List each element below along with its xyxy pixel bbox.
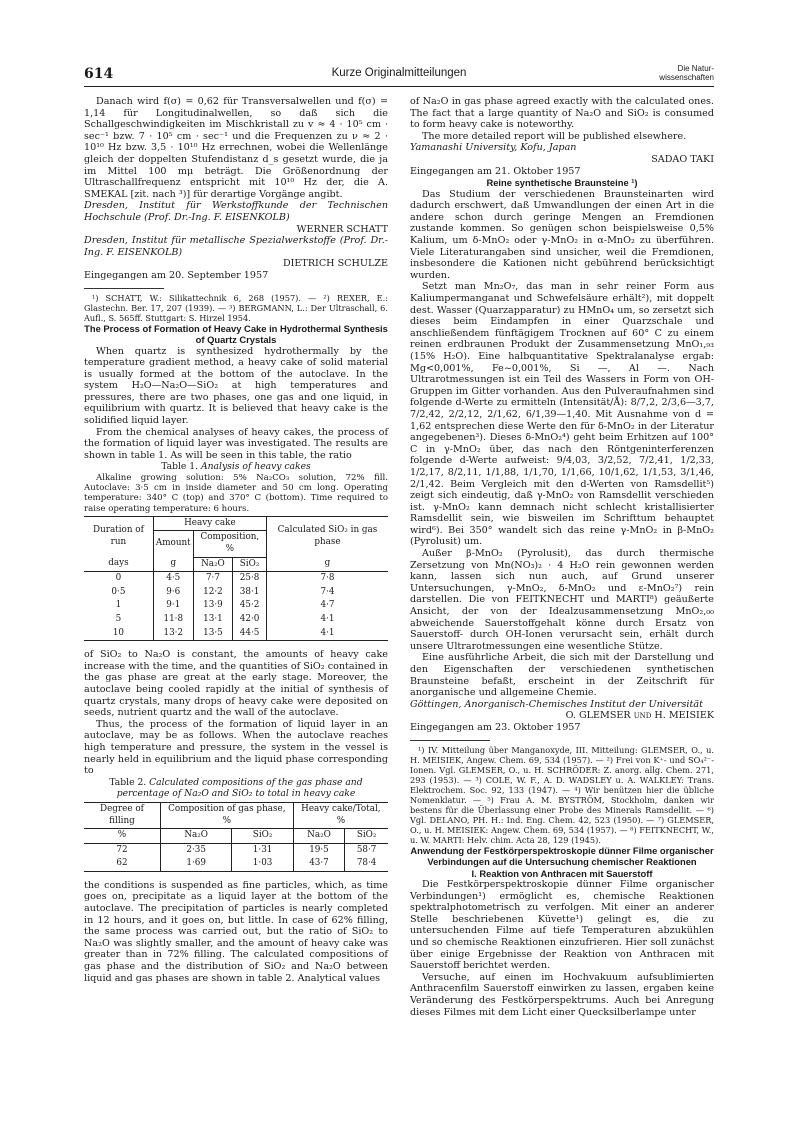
cell-calc: 4·1: [266, 613, 388, 627]
body-paragraph: The more detailed report will be published elsewhere.: [422, 130, 687, 142]
body-paragraph: of SiO₂ to Na₂O is constant, the amounts of heavy cake increase with the time, and the quantities of SiO₂ contained in the gas phase are great at the early stage. Moreover, the autoclave being cooled rapidly at the initial of synthesis of quartz crystals, many drops of heavy cake were deposited on seeds, nutrient quartz and the wall of the autoclave.: [84, 649, 388, 719]
cell-heavy-na2o: 19·5: [293, 843, 344, 857]
footnotes-2: ¹) IV. Mitteilung über Manganoxyde, III. Mitteilung: GLEMSER, O., u. H. MEISIEK, Angew. Chem. 69, 534 (1957). — ²) Frei von K⁺- und SO₄²⁻-Ionen. Vgl. GLEMSER, O., u. H. SCHRÖDER: Z. anorg. allg. Chem. 271, 293 (1953). — ³) COLE, W. F., A. D. WADSLEY u. A. WALKLEY: Trans. Elektrochem. Soc. 92, 133 (1947). — ⁴) Wir benützen hier die übliche Nomenklatur. — ⁵) Frau A. M. BYSTRÖM, Stockholm, danken wir bestens für die Überlassung einer Probe des Minerals Ramsdellit. — ⁶) Vgl. DELANO, PH. H.: Ind. Eng. Chem. 42, 523 (1950). — ⁷) GLEMSER, O., u. H. MEISIEK: Angew. Chem. 69, 534 (1957). — ⁸) FEITKNECHT, W., u. W. MARTI: Helv. chim. Acta 28, 129 (1945).: [410, 744, 714, 845]
right-column: [410, 96, 714, 1018]
body-paragraph: Thus, the process of the formation of liquid layer in an autoclave, may be as follows. When the autoclave reaches high temperature and pressure, the system in the vessel is nearly held in equilibrium and the liquid phase corresponding to: [84, 718, 388, 777]
cell-na2o: 12·2: [193, 586, 232, 600]
footnote-rule: [410, 740, 490, 741]
author-2: DIETRICH SCHULZE: [282, 258, 388, 270]
table1: [84, 516, 388, 641]
cell-gas-sio2: 1·03: [232, 857, 293, 871]
cell-amount: 9·6: [153, 586, 193, 600]
cell-na2o: 7·7: [193, 572, 232, 586]
cell-sio2: 44·5: [233, 627, 267, 641]
footnote-rule: [84, 288, 164, 289]
received-date-1: Eingegangen am 20. September 1957: [84, 269, 269, 281]
table-row: [84, 586, 388, 600]
body-paragraph: When quartz is synthesized hydrothermally by the temperature gradient method, a heavy cake of solid material is usually formed at the bottom of the autoclave. In the system H₂O—Na₂O—SiO₂ at high temperatures and pressures, there are two phases, one gas and one liquid, in equilibrium with quartz. It is believed that heavy cake is the solidified liquid layer.: [84, 345, 388, 427]
table2-header-gas: Composition of gas phase, %: [160, 802, 293, 828]
cell-na2o: 13·5: [193, 627, 232, 641]
journal-name-line1: Die Natur-: [677, 64, 714, 73]
cell-duration: 0·5: [111, 586, 126, 597]
cell-na2o: 13·9: [193, 599, 232, 613]
body-paragraph: Versuche, auf einen im Hochvakuum aufsublimierten Anthracenfilm Sauerstoff einwirken zu lassen, ergaben keine Veränderung des Festkörperspektrums. Auch bei Anregung dieses Filmes mit dem Licht einer Quecksilberlampe unter: [410, 971, 714, 1018]
table1-unit-g: g: [153, 557, 193, 572]
table-row: [84, 599, 388, 613]
table2-unit-na2o-heavy: Na₂O: [293, 829, 344, 844]
article-subtitle: I. Reaktion von Anthracen mit Sauerstoff: [471, 867, 653, 879]
table1-header-duration: Duration of run: [84, 516, 153, 557]
table1-header-amount: Amount: [153, 531, 193, 557]
body-paragraph: Das Studium der verschiedenen Braunsteinarten wird dadurch erschwert, daß Umwandlungen der einen Art in die andere schon durch geringe Mengen an Fremdionen zustande kommen. So genügen schon beispielsweise 0,5% Kalium, um δ-MnO₂ oder γ-MnO₂ in α-MnO₂ zu überführen. Viele Literaturangaben sind unsicher, weil die Fremdionen, insbesondere die Kationen nicht gebührend berücksichtigt wurden.: [410, 188, 714, 281]
table2: [84, 802, 388, 872]
cell-gas-sio2: 1·31: [232, 843, 293, 857]
article-title-heavy-cake: The Process of Formation of Heavy Cake in Hydrothermal Synthesis of Quartz Crystals: [84, 322, 388, 345]
cell-gas-na2o: 1·69: [160, 857, 232, 871]
cell-sio2: 45·2: [233, 599, 267, 613]
received-date-2: Eingegangen am 21. Oktober 1957: [410, 165, 581, 177]
author-3: SADAO TAKI: [651, 153, 714, 165]
page-header: [84, 62, 714, 92]
cell-calc: 4·1: [266, 627, 388, 641]
table-row: [84, 843, 388, 857]
table1-unit-sio2: SiO₂: [233, 557, 267, 572]
table1-caption: [84, 461, 388, 473]
cell-duration: 10: [84, 627, 153, 641]
author-1: WERNER SCHATT: [296, 223, 388, 235]
cell-calc: 4·7: [266, 599, 388, 613]
table1-header-heavy-cake: Heavy cake: [153, 516, 266, 531]
cell-amount: 4·5: [153, 572, 193, 586]
body-paragraph: From the chemical analyses of heavy cakes, the process of the formation of liquid layer was investigated. The results are shown in table 1. As will be seen in this table, the ratio: [84, 426, 388, 461]
intro-paragraph: Danach wird f(σ) = 0,62 für Transversalwellen und f(σ) = 1,14 für Longitudinalwellen, so daß sich die Schallgeschwindigkeiten im Mischkristall zu v ≈ 4 · 10⁵ cm · sec⁻¹ bzw. 7 · 10⁵ cm · sec⁻¹ und die Frequenzen zu ν ≈ 2 · 10¹⁰ Hz bzw. 3,5 · 10¹⁰ Hz errechnen, wobei die Wellenlänge gleich der doppelten Stufendistanz d_s gesetzt wurde, die ja im Mittel 100 mμ beträgt. Die Größenordnung der Ultraschallfrequenz entspricht mit 10¹⁰ Hz der, die A. SMEKAL [zit. nach ³)] für derartige Vorgänge angibt.: [84, 96, 388, 200]
table-row: [84, 857, 388, 871]
cell-gas-na2o: 2·35: [160, 843, 232, 857]
body-paragraph: of Na₂O in gas phase agreed exactly with the calculated ones. The fact that a large quantity of Na₂O and SiO₂ is consumed to form heavy cake is noteworthy.: [410, 96, 714, 131]
table-row: [84, 572, 388, 586]
received-date-3: Eingegangen am 23. Oktober 1957: [410, 721, 581, 733]
table2-unit-na2o-gas: Na₂O: [160, 829, 232, 844]
affiliation-4: Göttingen, Anorganisch-Chemisches Institut der Universität: [410, 698, 703, 710]
body-paragraph: Eine ausführliche Arbeit, die sich mit der Darstellung und den Eigenschaften der verschiedenen synthetischen Braunsteine befaßt, erscheint in der Zeitschrift für anorganische und allgemeine Chemie.: [410, 652, 714, 699]
table1-note: Alkaline growing solution: 5% Na₂CO₃ solution, 72% fill. Autoclave: 3·5 cm in inside diameter and 50 cm long. Operating temperature: 340° C (top) and 370° C (bottom). Time required to raise operating temperature: 6 hours.: [84, 473, 388, 514]
body-paragraph: Außer β-MnO₂ (Pyrolusit), das durch thermische Zersetzung von Mn(NO₃)₂ · 4 H₂O rein gewonnen werden kann, lassen sich nun auch, auf Grund unserer Untersuchungen, γ-MnO₂, δ-MnO₂ und ε-MnO₂⁷) rein darstellen. Die von FEITKNECHT und MARTI⁸) geäußerte Ansicht, der von der Idealzusammensetzung MnO₂,₀₀ abweichende Sauerstoffgehalt könne durch Ersatz von Sauerstoff- durch OH-Ionen verursacht sein, erhält durch unsere Ultrarotmessungen eine wesentliche Stütze.: [410, 548, 714, 652]
cell-degree: 72: [116, 844, 128, 855]
table2-header-degree: Degree of filling: [84, 802, 160, 828]
cell-calc: 7·4: [266, 586, 388, 600]
author-4: O. GLEMSER und H. MEISIEK: [565, 710, 714, 722]
cell-amount: 11·8: [153, 613, 193, 627]
cell-sio2: 38·1: [233, 586, 267, 600]
cell-duration: 1: [115, 600, 122, 611]
body-paragraph: Die Festkörperspektroskopie dünner Filme organischer Verbindungen¹) ermöglicht es, chemische Reaktionen spektralphotometrisch zu verfolgen. Mit einer an anderer Stelle beschriebenen Küvette¹) gelingt es, die zu untersuchenden Filme auf tiefe Temperaturen abzukühlen und so chemische Reaktionen einzufrieren. Hier soll zunächst über einige Ergebnisse der Reaktion von Anthracen mit Sauerstoff berichtet werden.: [410, 879, 714, 972]
body-paragraph: Setzt man Mn₂O₇, das man in sehr reiner Form aus Kaliumpermanganat und Schwefelsäure erhält²), mit doppelt dest. Wasser (Quarzapparatur) zu HMnO₄ um, so zersetzt sich dieses beim Eindampfen in einer Quarzschale und anschließendem fünftägigem Trocknen auf 60° C zu einem reinen erdbraunen Produkt der Zusammensetzung MnO₁,₉₃ (15% H₂O). Eine halbquantitative Spektralanalyse ergab: Mg<0,001%, Fe~0,001%, Si —, Al —. Nach Ultrarotmessungen ist ein Teil des Wassers in Form von OH-Gruppen im Gitter vorhanden. Aus den Pulveraufnahmen sind folgende d-Werte zu ermitteln (Intensität/Å): 8/7,2, 2/3,6—3,7, 7/2,42, 2/2,12, 2/1,62, 6/1,39—1,40. Mit Ausnahme von d = 1,62 entsprechen diese Werte den für δ-MnO₂ in der Literatur angegebenen³). Dieses δ-MnO₂⁴) geht beim Erhitzen auf 100° C in γ-MnO₂ über, das nach den Röntgeninterferenzen folgende d-Werte aufweist: 9/4,03, 3/2,52, 7/2,41, 1/2,33, 1/2,17, 8/2,11, 1/1,88, 1/1,70, 1/1,66, 10/1,62, 1/1,53, 3/1,46, 2/1,42. Beim Vergleich mit den d-Werten von Ramsdellit⁵) zeigt sich eindeutig, daß γ-MnO₂ von Ramsdellit verschieden ist. γ-MnO₂ kann demnach nicht schlecht kristallisierter Ramsdellit sein, wie bisweilen im Schrifttum behauptet wird⁶). Bei 350° wandelt sich das reine γ-MnO₂ in β-MnO₂ (Pyrolusit) um.: [410, 281, 714, 548]
header-rule: [84, 86, 714, 87]
cell-calc: 7·8: [266, 572, 388, 586]
cell-duration: 5: [115, 614, 122, 624]
cell-heavy-sio2: 58·7: [345, 843, 388, 857]
table1-unit-na2o: Na₂O: [193, 557, 232, 572]
table2-caption-title: Calculated compositions of the gas phase and percentage of Na₂O and SiO₂ to total in heavy cake: [116, 776, 363, 800]
affiliation-2: Dresden, Institut für metallische Spezialwerkstoffe (Prof. Dr.-Ing. F. EISENKOLB): [84, 235, 388, 258]
article-title-festkoerperspektroskopie: [410, 845, 714, 880]
cell-sio2: 25·8: [233, 572, 267, 586]
cell-heavy-sio2: 78·4: [345, 857, 388, 871]
cell-na2o: 13·1: [193, 613, 232, 627]
affiliation-1: Dresden, Institut für Werkstoffkunde der Technischen Hochschule (Prof. Dr.-Ing. F. EISENKOLB): [84, 200, 388, 223]
left-column: [84, 96, 388, 984]
body-paragraph: the conditions is suspended as fine particles, which, as time goes on, precipitate as a liquid layer at the bottom of the autoclave. The precipitation of particles is nearly completed in 12 hours, and it goes on, but little. In case of 62% filling, the same process was carried out, but the ratio of SiO₂ to Na₂O was slightly smaller, and the amount of heavy cake was greater than in 72% filling. The calculated compositions of gas phase and the distribution of SiO₂ and Na₂O between liquid and gas phases are shown in table 2. Analytical values: [84, 879, 388, 984]
table2-unit-sio2-gas: SiO₂: [232, 829, 293, 844]
cell-heavy-na2o: 43·7: [293, 857, 344, 871]
table1-unit-g2: g: [266, 557, 388, 572]
cell-amount: 13·2: [153, 627, 193, 641]
table2-unit-pct: %: [84, 829, 160, 844]
table2-unit-sio2-heavy: SiO₂: [345, 829, 388, 844]
table2-header-heavy: Heavy cake/Total, %: [293, 802, 388, 828]
table2-caption-prefix: Table 2.: [109, 776, 147, 788]
cell-degree: 62: [84, 857, 160, 871]
journal-name-line2: wissenschaften: [659, 73, 714, 82]
running-title: Kurze Originalmitteilungen: [331, 67, 467, 79]
article-title-main: Anwendung der Festkörperspektroskopie dünner Filme organischer Verbindungen auf die Untersuchung chemischer Reaktionen: [410, 844, 714, 868]
table1-unit-days: days: [84, 557, 153, 572]
table2-caption: [84, 777, 388, 800]
affiliation-3: Yamanashi University, Kofu, Japan: [410, 142, 577, 154]
cell-sio2: 42·0: [233, 613, 267, 627]
table1-header-composition: Composition, %: [193, 531, 266, 557]
table-row: [84, 627, 388, 641]
cell-amount: 9·1: [153, 599, 193, 613]
table1-caption-prefix: Table 1.: [161, 461, 199, 473]
journal-name: [659, 64, 714, 82]
table1-caption-title: Analysis of heavy cakes: [200, 461, 311, 473]
table1-header-calculated: Calculated SiO₂ in gas phase: [266, 516, 388, 557]
table-row: [84, 613, 388, 627]
article-title-braunsteine: Reine synthetische Braunsteine ¹): [486, 177, 638, 189]
footnotes-1: ¹) SCHATT, W.: Silikattechnik 6, 268 (1957). — ²) REXER, E.: Glastechn. Ber. 17, 207 (1939). — ³) BERGMANN, L.: Der Ultraschall, 6. Aufl., S. 565ff. Stuttgart: S. Hirzel 1954.: [84, 292, 388, 323]
page-number: 614: [84, 66, 114, 82]
cell-duration: 0: [115, 573, 122, 584]
